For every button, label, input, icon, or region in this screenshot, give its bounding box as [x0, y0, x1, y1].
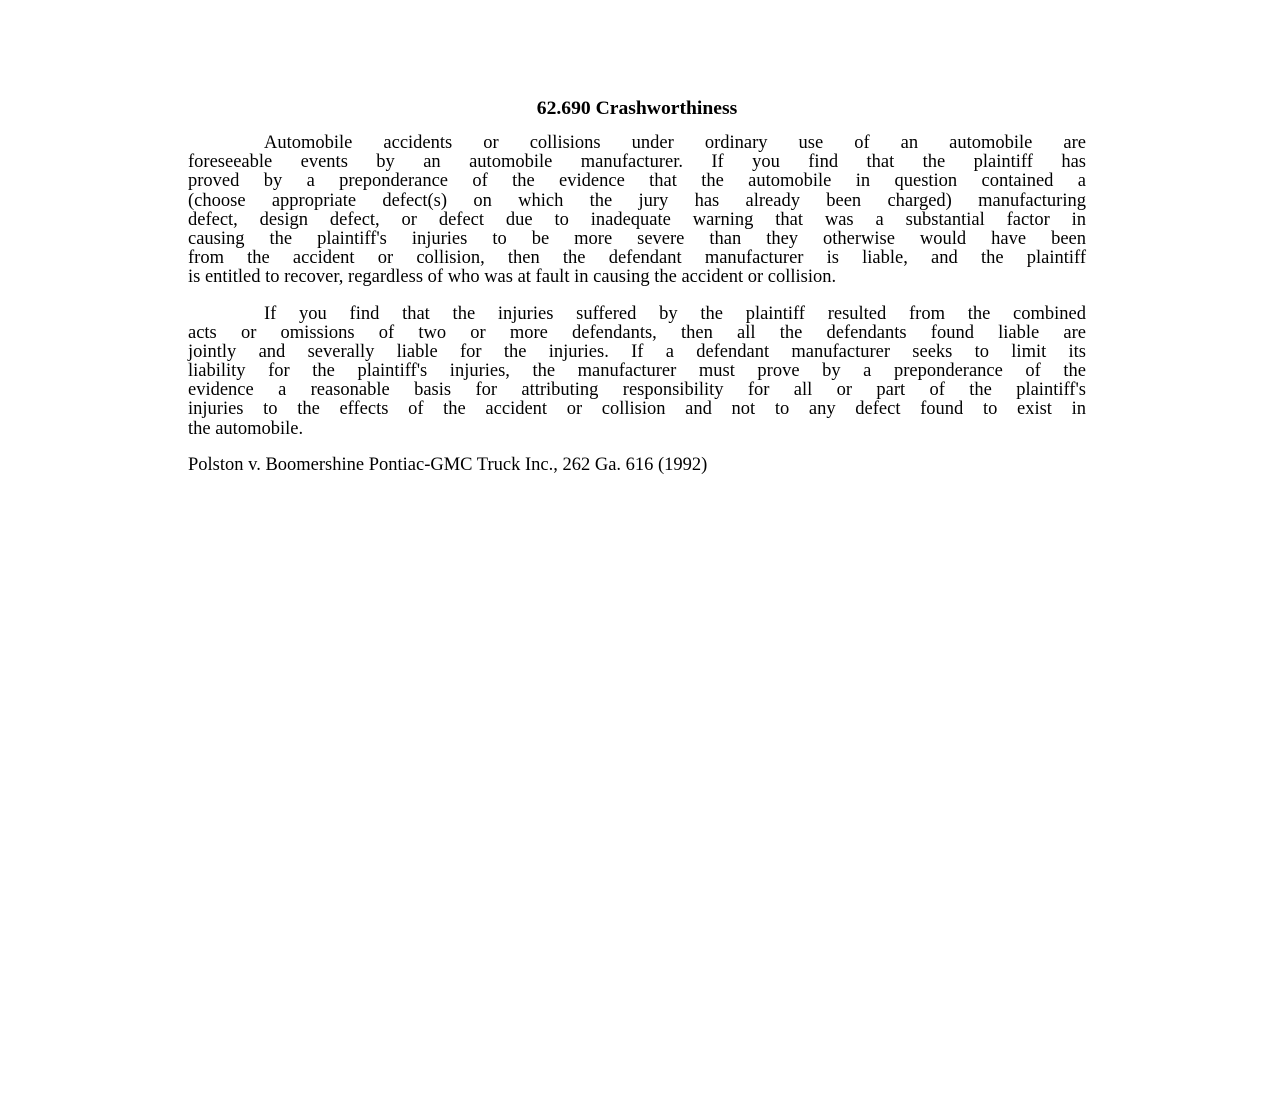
text-line: from the accident or collision, then the defendant manufacturer is liable, and the plaintiff: [188, 248, 1086, 269]
section-title: 62.690 Crashworthiness: [536, 99, 738, 119]
text-line: Automobile accidents or collisions under ordinary use of an automobile are: [264, 133, 1086, 153]
text-line: acts or omissions of two or more defendants, then all the defendants found liable are: [188, 322, 1086, 343]
text-line: jointly and severally liable for the injuries. If a defendant manufacturer seeks to limit its: [188, 341, 1086, 362]
case-citation: Polston v. Boomershine Pontiac-GMC Truck Inc., 262 Ga. 616 (1992): [188, 454, 708, 475]
text-line: is entitled to recover, regardless of who was at fault in causing the accident or collision.: [188, 267, 837, 288]
text-line: evidence a reasonable basis for attributing responsibility for all or part of the plaintiff's: [188, 380, 1086, 401]
text-line: If you find that the injuries suffered by the plaintiff resulted from the combined: [264, 303, 1086, 324]
paragraph-joint-liability: [188, 305, 1086, 439]
text-line: liability for the plaintiff's injuries, the manufacturer must prove by a preponderance of the: [188, 361, 1086, 382]
text-line: defect, design defect, or defect due to inadequate warning that was a substantial factor in: [188, 209, 1086, 230]
text-line: injuries to the effects of the accident or collision and not to any defect found to exist in: [188, 399, 1086, 420]
text-line: causing the plaintiff's injuries to be more severe than they otherwise would have been: [188, 228, 1086, 249]
text-line: (choose appropriate defect(s) on which the jury has already been charged) manufacturing: [188, 190, 1086, 211]
paragraph-crashworthiness-liability: [188, 134, 1086, 288]
text-line: proved by a preponderance of the evidence that the automobile in question contained a: [188, 171, 1086, 192]
document-page: [188, 98, 1086, 475]
text-line: the automobile.: [188, 418, 304, 439]
text-line: foreseeable events by an automobile manufacturer. If you find that the plaintiff has: [188, 152, 1086, 173]
